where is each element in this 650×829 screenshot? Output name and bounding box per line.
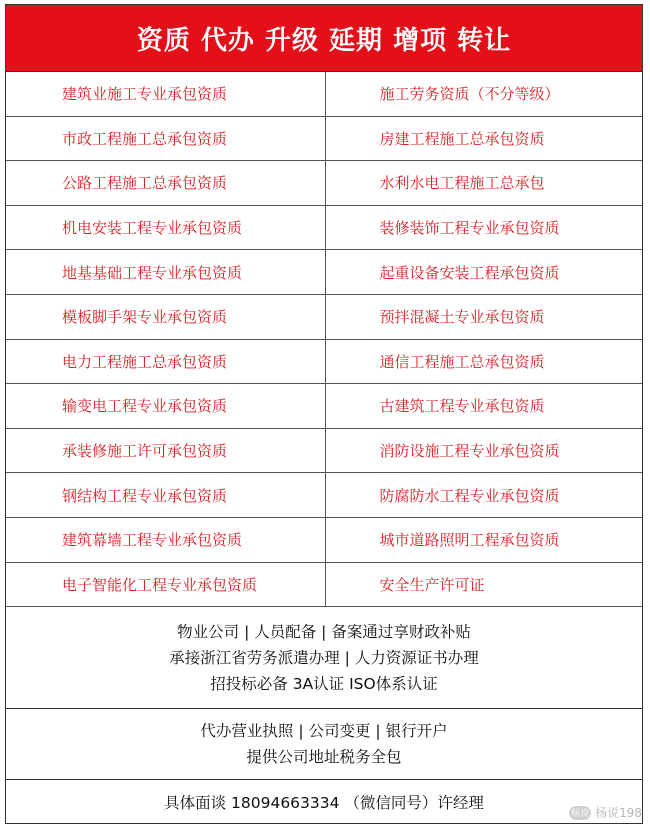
qualification-item: 输变电工程专业承包资质: [6, 384, 326, 428]
qualification-item: 电力工程施工总承包资质: [6, 340, 326, 384]
qualification-item: 建筑幕墙工程专业承包资质: [6, 518, 326, 562]
services-line: 招投标必备 3A认证 ISO体系认证: [210, 674, 438, 693]
qualification-item: 预拌混凝土专业承包资质: [379, 308, 545, 327]
table-row: [6, 72, 642, 117]
table-row: [6, 563, 642, 608]
qualification-item: 安全生产许可证: [379, 575, 485, 594]
qualification-item: 钢结构工程专业承包资质: [6, 473, 326, 517]
qualification-item: 防腐防水工程专业承包资质: [379, 486, 560, 505]
table-row: [6, 117, 642, 162]
services-line: 物业公司 | 人员配备 | 备案通过享财政补贴: [177, 622, 471, 641]
qualification-item: 机电安装工程专业承包资质: [6, 206, 326, 250]
qualification-item: 地基基础工程专业承包资质: [6, 250, 326, 294]
qualification-item: 起重设备安装工程承包资质: [379, 263, 560, 282]
table-row: [6, 295, 642, 340]
qualification-item: 市政工程施工总承包资质: [6, 117, 326, 161]
table-row: [6, 250, 642, 295]
qualification-item: 城市道路照明工程承包资质: [379, 531, 560, 550]
contact-line: 具体面谈 18094663334 （微信同号）许经理: [164, 794, 484, 813]
services-block: [6, 607, 642, 709]
qualification-item: 装修装饰工程专业承包资质: [379, 219, 560, 238]
qualification-item: 承装修施工许可承包资质: [6, 429, 326, 473]
qualification-item: 水利水电工程施工总承包: [379, 174, 545, 193]
table-row: [6, 473, 642, 518]
table-row: [6, 384, 642, 429]
qualification-item: 建筑业施工专业承包资质: [6, 72, 326, 116]
qualification-item: 施工劳务资质（不分等级）: [379, 85, 560, 104]
qualification-item: 公路工程施工总承包资质: [6, 161, 326, 205]
watermark-text: 杨说198: [595, 806, 642, 820]
table-row: [6, 161, 642, 206]
table-row: [6, 340, 642, 385]
qualification-item: 模板脚手架专业承包资质: [6, 295, 326, 339]
qualification-item: 房建工程施工总承包资质: [379, 129, 545, 148]
qualification-item: 消防设施工程专业承包资质: [379, 442, 560, 461]
table-row: [6, 206, 642, 251]
table-row: [6, 518, 642, 563]
services-line: 代办营业执照 | 公司变更 | 银行开户: [200, 722, 448, 741]
poster-frame: [5, 4, 643, 824]
services-line: 提供公司地址税务全包: [246, 748, 402, 767]
watermark-badge-icon: 杨说: [569, 806, 591, 820]
watermark: [569, 804, 642, 821]
qualification-grid: [6, 72, 642, 607]
qualification-item: 古建筑工程专业承包资质: [379, 397, 545, 416]
qualification-item: 电子智能化工程专业承包资质: [6, 563, 326, 607]
banner-title: 资质 代办 升级 延期 增项 转让: [6, 5, 642, 72]
qualification-item: 通信工程施工总承包资质: [379, 352, 545, 371]
table-row: [6, 429, 642, 474]
services-line: 承接浙江省劳务派遣办理 | 人力资源证书办理: [169, 648, 479, 667]
business-services-block: [6, 709, 642, 780]
